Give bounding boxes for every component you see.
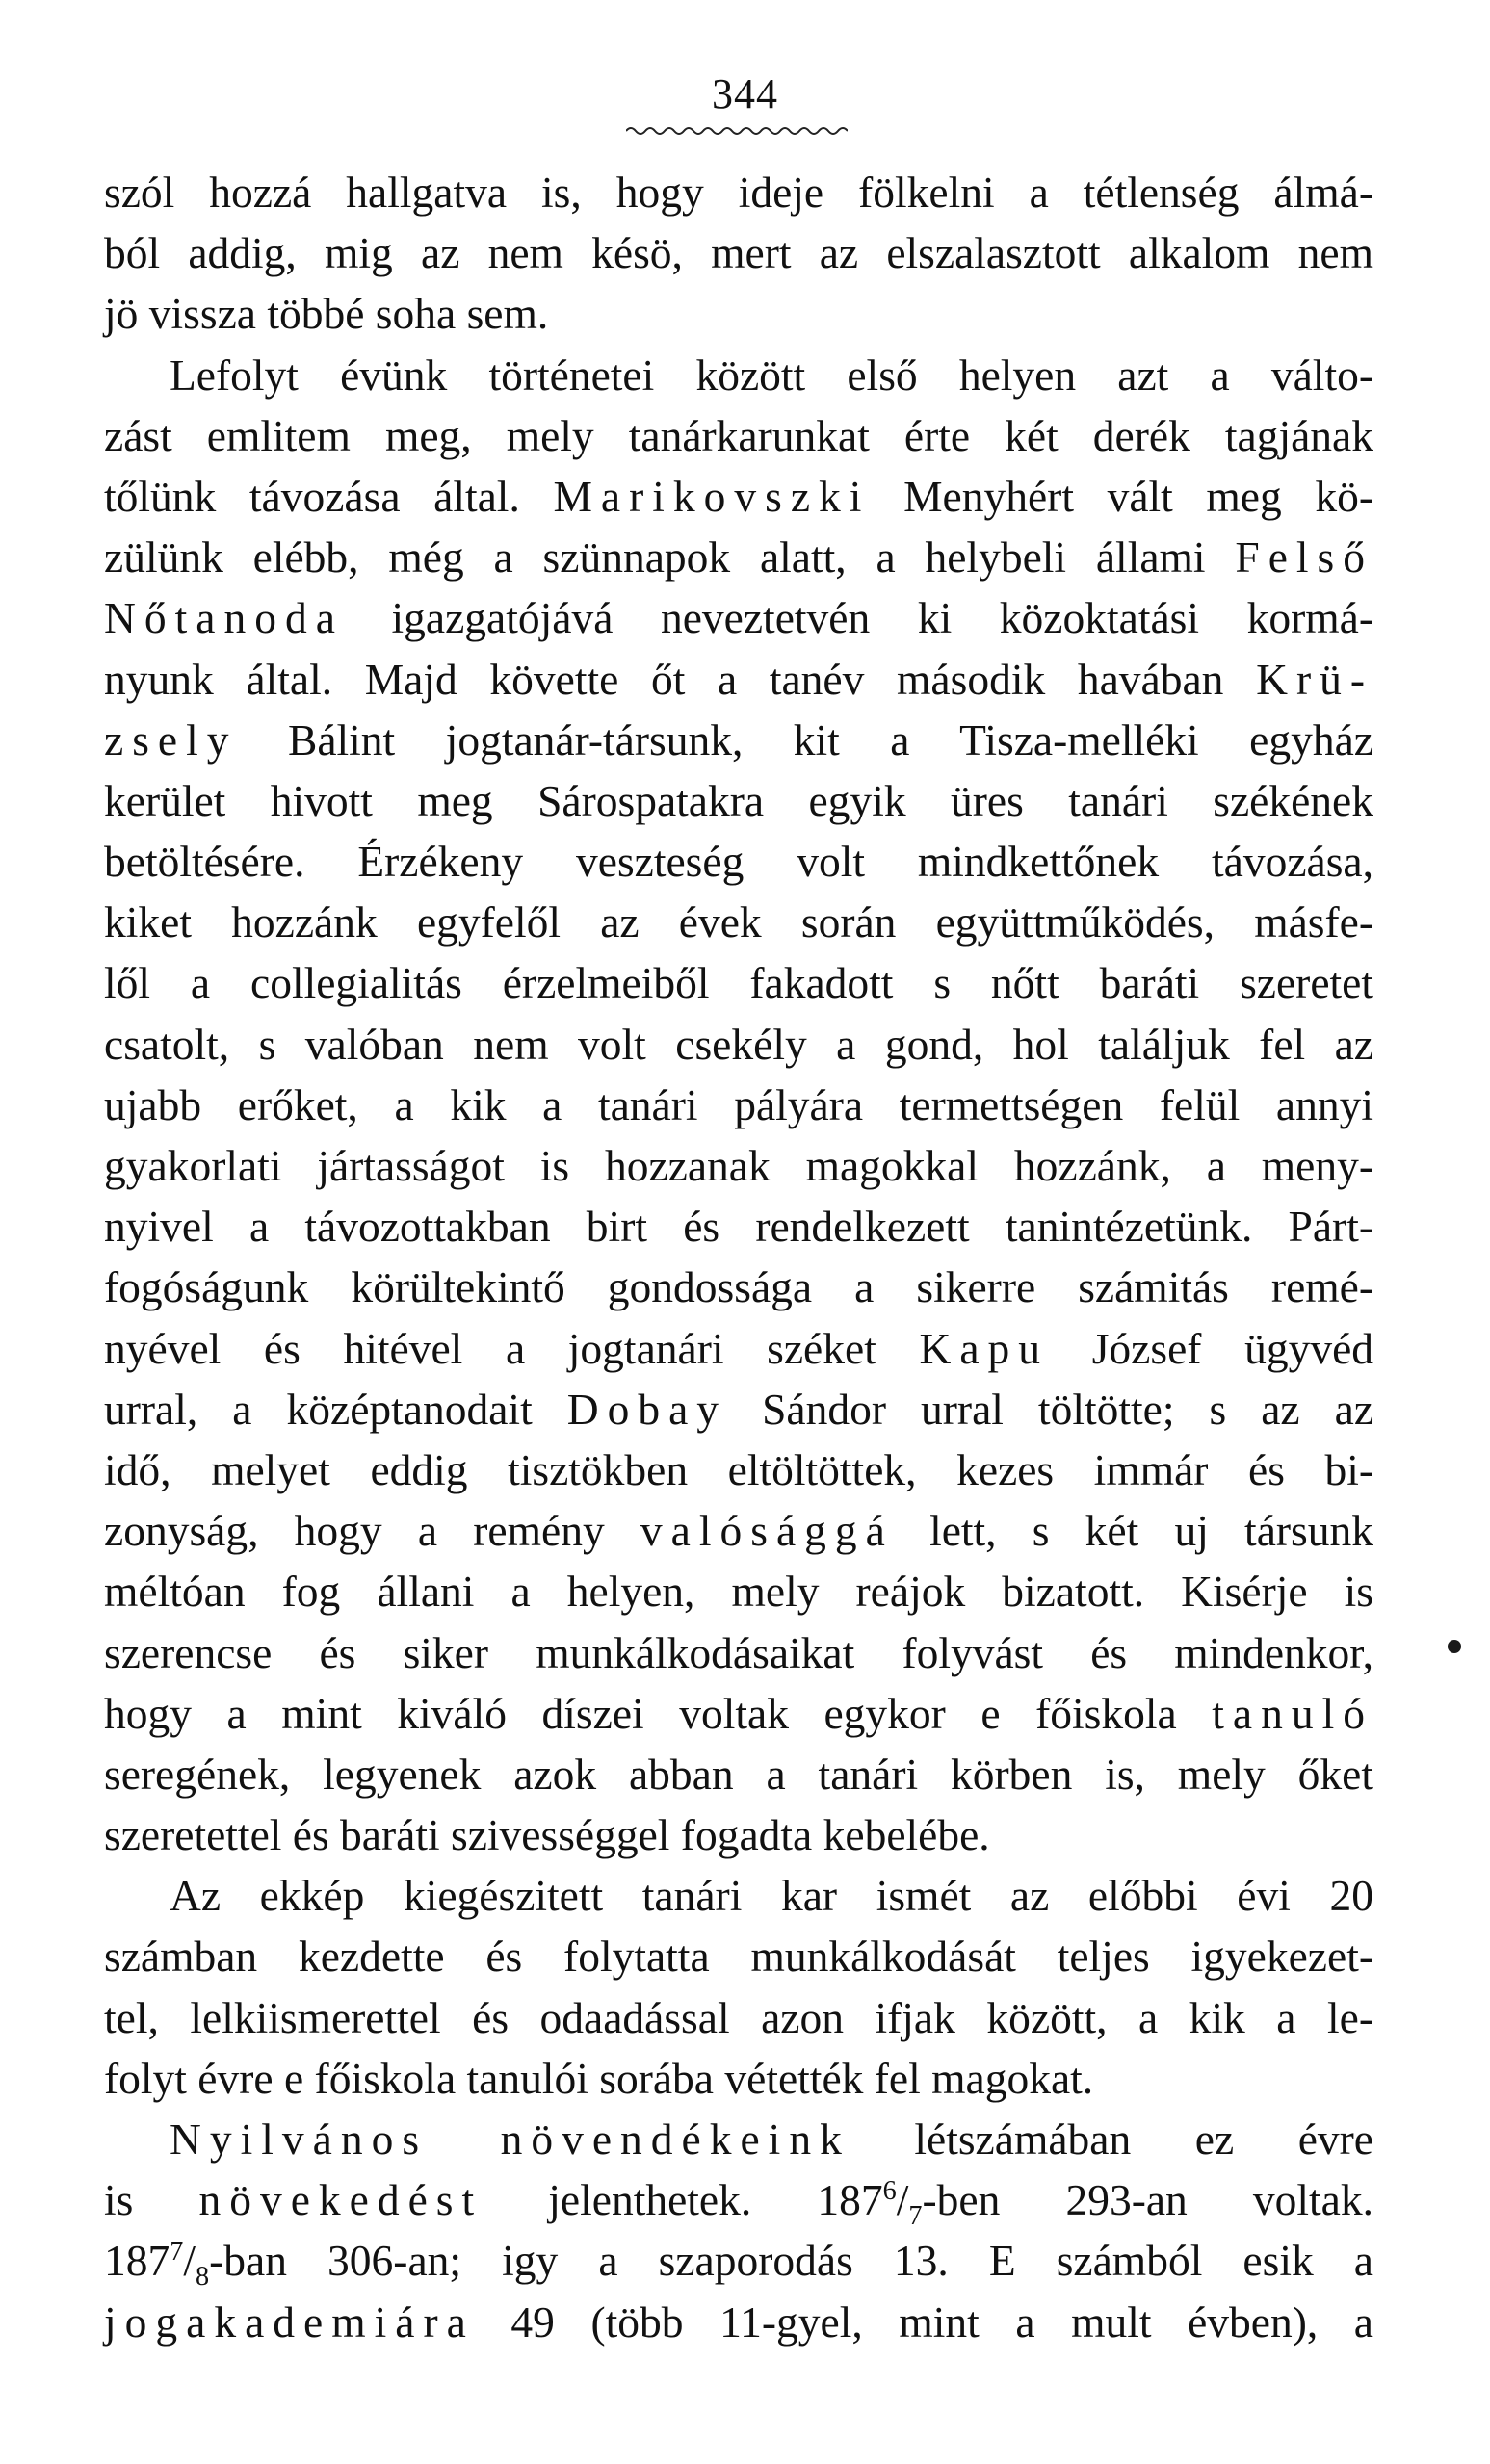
text-line: lől a collegialitás érzelmeiből fakadott s nőtt baráti szeretet: [104, 958, 1373, 1008]
spaced-name: Kapu: [919, 1323, 1050, 1373]
text-line: zonyság, hogy a remény valósággá lett, s két uj társunk: [104, 1506, 1373, 1556]
text-line: tel, lelkiismerettel és odaadással azon ifjak között, a kik a le-: [104, 1992, 1373, 2042]
text-line: ból addig, mig az nem késö, mert az elszalasztott alkalom nem: [104, 228, 1373, 278]
text-line: hogy a mint kiváló díszei voltak egykor e főiskola tanuló: [104, 1688, 1373, 1738]
margin-ink-dot: [1448, 1640, 1461, 1653]
text-line: kiket hozzánk egyfelől az évek során együttműködés, másfe-: [104, 897, 1373, 947]
text-line: szól hozzá hallgatva is, hogy ideje fölkelni a tétlenség álmá-: [104, 168, 1373, 217]
text-line: seregének, legyenek azok abban a tanári körben is, mely őket: [104, 1749, 1373, 1799]
text-line: is növekedést jelenthetek. $187^6/_7$-ben 293-an voltak.: [104, 2175, 1373, 2232]
text-line: szeretettel és baráti szivességgel fogadta kebelébe.: [104, 1810, 990, 1860]
text-line: folyt évre e főiskola tanulói sorába vétették fel magokat.: [104, 2053, 1094, 2103]
spaced-name: zsely: [104, 714, 238, 765]
spaced-word: valósággá: [640, 1506, 894, 1556]
spaced-word: növekedést: [198, 2175, 484, 2225]
spaced-word: tanuló: [1212, 1688, 1373, 1738]
text-line: méltóan fog állani a helyen, mely reájok bizatott. Kisérje is: [104, 1567, 1373, 1617]
spaced-name: Marikovszki: [553, 471, 871, 521]
text-line: nyivel a távozottakban birt és rendelkezett tanintézetünk. Párt-: [104, 1202, 1373, 1252]
text-line: Lefolyt évünk történetei között első helyen azt a válto-: [170, 350, 1373, 400]
spaced-name: Krü-: [1256, 654, 1374, 704]
text-line: zást emlitem meg, mely tanárkarunkat érte két derék tagjának: [104, 410, 1373, 460]
text-line: $187^7/_8$-ban 306-an; igy a szaporodás 13. E számból esik a: [104, 2236, 1373, 2293]
spaced-name: Nőtanoda: [104, 593, 344, 643]
page-number: 344: [712, 70, 778, 117]
spaced-word: Nyilvános növendékeink: [170, 2114, 850, 2164]
text-line: Nyilvános növendékeink létszámában ez évre: [170, 2114, 1373, 2164]
text-line: urral, a középtanodait Dobay Sándor urral töltötte; s az az: [104, 1384, 1374, 1434]
text-line: ujabb erőket, a kik a tanári pályára termettségen felül annyi: [104, 1079, 1373, 1129]
text-line: szerencse és siker munkálkodásaikat folyvást és mindenkor,: [104, 1627, 1373, 1677]
text-line: kerület hivott meg Sárospatakra egyik üres tanári székének: [104, 775, 1373, 825]
text-line: számban kezdette és folytatta munkálkodását teljes igyekezet-: [104, 1932, 1373, 1982]
text-line: nyével és hitével a jogtanári széket Kapu József ügyvéd: [104, 1323, 1374, 1373]
text-line: nyunk által. Majd követte őt a tanév második havában Krü-: [104, 654, 1374, 704]
text-line: idő, melyet eddig tisztökben eltöltöttek, kezes immár és bi-: [104, 1444, 1373, 1494]
body-text: [104, 162, 1373, 2352]
text-line: csatolt, s valóban nem volt csekély a gond, hol találjuk fel az: [104, 1019, 1373, 1069]
text-line: gyakorlati jártasságot is hozzanak magokkal hozzánk, a meny-: [104, 1141, 1373, 1190]
text-line: tőlünk távozása által. Marikovszki Menyhért vált meg kö-: [104, 471, 1374, 521]
text-line: fogóságunk körültekintő gondossága a sikerre számitás remé-: [104, 1262, 1373, 1312]
text-line: Nőtanoda igazgatójává neveztetvén ki közoktatási kormá-: [104, 593, 1374, 643]
spaced-name: Dobay: [566, 1384, 728, 1434]
text-line: Az ekkép kiegészitett tanári kar ismét az előbbi évi 20: [170, 1871, 1373, 1921]
spaced-word: jogakademiára: [104, 2296, 475, 2347]
text-line: jogakademiára 49 (több 11-gyel, mint a mult évben), a: [104, 2296, 1374, 2347]
spaced-name: Felső: [1235, 532, 1374, 583]
text-line: zülünk elébb, még a szünnapok alatt, a helybeli állami Felső: [104, 532, 1374, 583]
page-number-ornament: [626, 125, 848, 137]
text-line: betöltésére. Érzékeny veszteség volt mindkettőnek távozása,: [104, 837, 1373, 887]
text-line: jö vissza többé soha sem.: [104, 289, 549, 339]
text-line: zsely Bálint jogtanár-társunk, kit a Tisza-melléki egyház: [104, 714, 1374, 765]
